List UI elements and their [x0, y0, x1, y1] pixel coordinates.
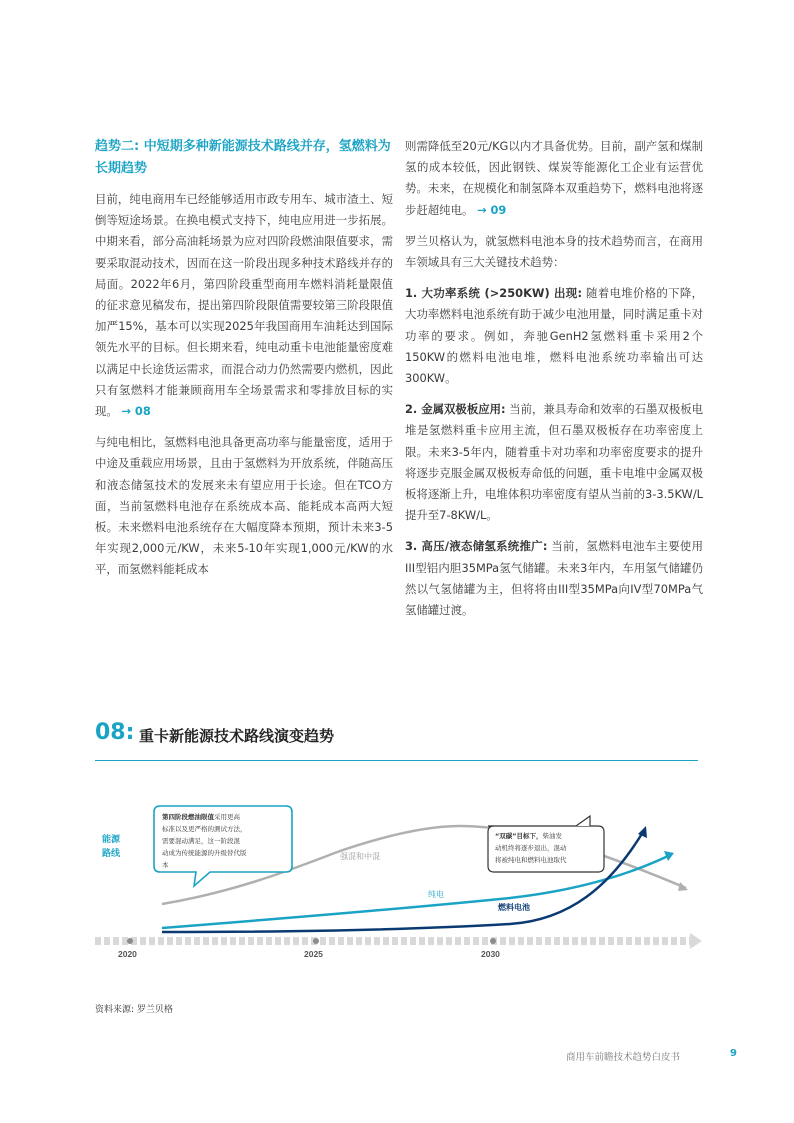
callout-left-line-0: 采用更高: [214, 813, 240, 821]
right-column: [405, 136, 703, 631]
callout-left-line-1: 标准以及更严格的测试方法，: [162, 825, 247, 833]
tick-2030: [490, 938, 496, 944]
callout-left-line-3: 动成为传统能源的升级替代版: [162, 849, 247, 857]
right-paragraph-1-text: 则需降低至20元/KG以内才具备优势。目前，副产氢和煤制氢的成本较低，因此钢铁、煤炭等能源化工企业有运营优势。未来，在规模化和制氢降本双重趋势下，燃料电池将逐步赶超纯电。: [405, 139, 703, 217]
tick-2020: [127, 938, 133, 944]
figure-ref-08[interactable]: → 08: [121, 404, 151, 419]
callout-right-line-2: 将被纯电和燃料电池取代: [495, 856, 567, 864]
trend-item-2-body: 当前，兼具寿命和效率的石墨双极板电堆是氢燃料重卡应用主流，但石墨双极板存在功率密度上限。未来3-5年内，随着重卡对功率和功率密度要求的提升将逐步克服金属双极板寿命低的问题，重卡电堆中金属双极板将逐渐上升，电堆体积功率密度有望从当前的3-3.5KW/L提升至7-8KW/L。: [405, 402, 704, 523]
right-paragraph-2: 罗兰贝格认为，就氢燃料电池本身的技术趋势而言，在商用车领域具有三大关键技术趋势：: [405, 233, 703, 270]
callout-left: [154, 806, 292, 886]
trend-item-1-lead: 1. 大功率系统 (>250KW) 出现:: [405, 286, 583, 301]
year-label-2025: 2025: [304, 949, 323, 959]
figure-number-colon: :: [125, 720, 135, 745]
series-label-hybrid: 强混和中混: [340, 852, 380, 861]
series-label-fc: 燃料电池: [498, 903, 530, 912]
left-paragraph-1-text: 目前，纯电商用车已经能够适用市政专用车、城市渣土、短倒等短途场景。在换电模式支持下，纯电应用进一步拓展。中期来看，部分高油耗场景为应对四阶段燃油限值要求，需要采取混动技术，因而在这一阶段出现多种技术路线并存的局面。2022年6月，第四阶段重型商用车燃料消耗量限值的征求意见稿发布，提出第四阶段限值需要较第三阶段限值加严15%，基本可以实现2025年我国商用车油耗达到国际领先水平的目标。但长期来看，纯电动重卡电池能量密度难以满足中长途货运需求，而混合动力仍然需要内燃机，因此只有氢燃料才能兼顾商用车全场景需求和零排放目标的实现。: [95, 192, 393, 419]
trend-item-3-body: 当前，氢燃料电池车主要使用III型铝内胆35MPa氢气储罐。未来3年内，车用氢气储罐仍然以气氢储罐为主，但将将由III型35MPa向IV型70MPa气氢储罐过渡。: [405, 539, 703, 618]
callout-right: [488, 816, 604, 872]
y-label-line1: 能源: [102, 835, 121, 845]
left-paragraph-2: 与纯电相比，氢燃料电池具备更高功率与能量密度，适用于中途及重载应用场景，且由于氢燃料为开放系统，伴随高压和液态储氢技术的发展来未有望应用于长途。但在TCO方面，当前氢燃料电池存在系统成本高、能耗成本高两大短板。未来燃料电池系统存在大幅度降本预期，预计未来3-5年实现2,000元/KW，未来5-10年实现1,000元/KW的水平，而氢燃料能耗成本: [95, 435, 393, 577]
year-label-2020: 2020: [118, 949, 137, 959]
section-heading: 趋势二: 中短期多种新能源技术路线并存，氢燃料为长期趋势: [95, 139, 391, 176]
callout-left-bold: 第四阶段燃油限值: [162, 813, 214, 821]
tick-2025: [313, 938, 319, 944]
trend-item-3: [405, 536, 703, 621]
footer-title: 商用车前瞻技术趋势白皮书: [566, 1052, 681, 1063]
callout-right-first-line: [495, 831, 563, 841]
callout-right-line-1: 动机终将逐步退出，混动: [495, 844, 567, 852]
figure-number: [95, 720, 134, 745]
figure-title: [95, 720, 698, 760]
page-number: 9: [730, 1048, 737, 1059]
year-label-2030: 2030: [481, 949, 500, 959]
left-paragraph-1: [95, 189, 393, 422]
source-note: 资料来源: 罗兰贝格: [95, 1005, 173, 1015]
figure-number-value: 08: [95, 720, 126, 745]
trend-item-1: [405, 283, 703, 389]
time-axis-arrow: [690, 933, 702, 949]
callout-right-bold: “双碳”目标下，: [495, 832, 543, 840]
series-arrow-hybrid: [678, 882, 688, 891]
trend-item-2: [405, 399, 703, 526]
figure-ref-09[interactable]: → 09: [476, 202, 507, 217]
trend-item-1-body: 随着电堆价格的下降，大功率燃料电池系统有助于减少电池用量，同时满足重卡对功率的要求。例如，奔驰GenH2氢燃料重卡采用2个150KW的燃料电池电堆，燃料电池系统功率输出可达300KW。: [405, 286, 703, 386]
trend-item-3-lead: 3. 高压/液态储氢系统推广:: [405, 539, 548, 554]
figure-title-text: 重卡新能源技术路线演变趋势: [139, 727, 335, 745]
y-label-line2: 路线: [102, 849, 121, 859]
callout-left-first-line: [162, 812, 241, 821]
left-column: [95, 136, 393, 591]
callout-left-line-2: 需要混动满足，这一阶段混: [162, 837, 240, 845]
technology-trend-diagram: [90, 796, 710, 976]
series-label-ev: 纯电: [428, 890, 444, 899]
trend-item-2-lead: 2. 金属双极板应用:: [405, 402, 506, 417]
right-paragraph-1: [405, 136, 703, 221]
callout-left-line-4: 本: [162, 861, 169, 869]
figure-title-rule: [95, 760, 698, 761]
callout-right-line-0: 柴油发: [542, 832, 563, 840]
